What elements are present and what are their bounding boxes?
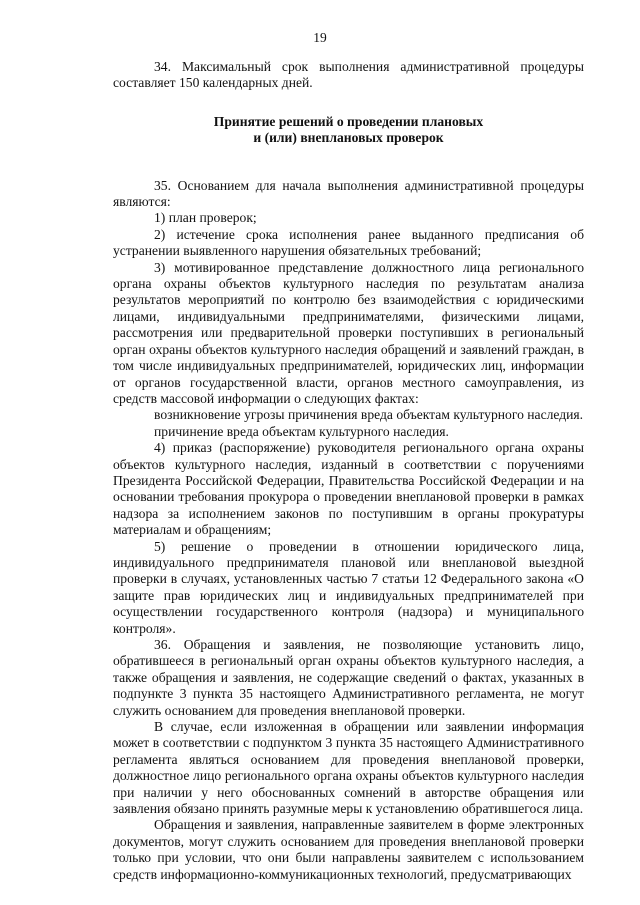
fact-threat: возникновение угрозы причинения вреда объектам культурного наследия. bbox=[154, 407, 584, 423]
paragraph-35: 35. Основанием для начала выполнения административной процедуры являются: bbox=[113, 177, 584, 210]
list-item-3: 3) мотивированное представление должностного лица регионального органа охраны объектов культурного наследия по результатам анализа результатов мероприятий по контролю без взаимодействия с юридическими лицами, индивидуальными предпринимателями, физическими лицами, рассмотрения или предварительной проверки поступивших в региональный орган охраны объектов культурного наследия обращений и заявлений граждан, в том числе индивидуальных предпринимателей, юридических лиц, информации от органов государственной власти, органов местного самоуправления, из средств массовой информации о следующих фактах: bbox=[113, 259, 584, 406]
fact-harm: причинение вреда объектам культурного наследия. bbox=[154, 423, 449, 439]
list-item-1: 1) план проверок; bbox=[154, 210, 257, 226]
section-heading-line-2: и (или) внеплановых проверок bbox=[253, 130, 444, 146]
paragraph-36: 36. Обращения и заявления, не позволяющие установить лицо, обратившееся в региональный орган охраны объектов культурного наследия, а также обращения и заявления, не содержащие сведений о фактах, указанных в подпункте 3 пункта 35 настоящего Административного регламента, не могут служить основанием для проведения внеплановой проверки. bbox=[113, 637, 584, 718]
list-item-5: 5) решение о проведении в отношении юридического лица, индивидуального предпринимателя плановой или внеплановой выездной проверки в случаях, установленных частью 7 статьи 12 Федерального закона «О защите прав юридических лиц и индивидуальных предпринимателей при осуществлении государственного контроля (надзора) и муниципального контроля». bbox=[113, 538, 584, 636]
paragraph-case: В случае, если изложенная в обращении или заявлении информация может в соответствии с подпунктом 3 пункта 35 настоящего Административного регламента являться основанием для проведения внеплановой проверки, должностное лицо регионального органа охраны объектов культурного наследия при наличии у него обоснованных сомнений в авторстве обращения или заявления обязано принять разумные меры к установлению обратившегося лица. bbox=[113, 719, 584, 817]
paragraph-electronic: Обращения и заявления, направленные заявителем в форме электронных документов, могут служить основанием для проведения внеплановой проверки только при условии, что они были направлены заявителем с использованием средств информационно-коммуникационных технологий, предусматривающих bbox=[113, 817, 584, 882]
section-heading bbox=[113, 114, 584, 147]
list-item-4: 4) приказ (распоряжение) руководителя регионального органа охраны объектов культурного наследия, изданный в соответствии с поручениями Президента Российской Федерации, Правительства Российской Федерации и на основании требования прокурора о проведении внеплановой проверки в рамках надзора за исполнением законов по поступившим в органы прокуратуры материалам и обращениям; bbox=[113, 440, 584, 538]
section-heading-line-1: Принятие решений о проведении плановых bbox=[213, 113, 484, 129]
document-body bbox=[113, 59, 584, 883]
list-item-2: 2) истечение срока исполнения ранее выданного предписания об устранении выявленного нарушения обязательных требований; bbox=[113, 226, 584, 259]
page-number: 19 bbox=[313, 30, 327, 45]
paragraph-34: 34. Максимальный срок выполнения административной процедуры составляет 150 календарных дней. bbox=[113, 59, 584, 91]
